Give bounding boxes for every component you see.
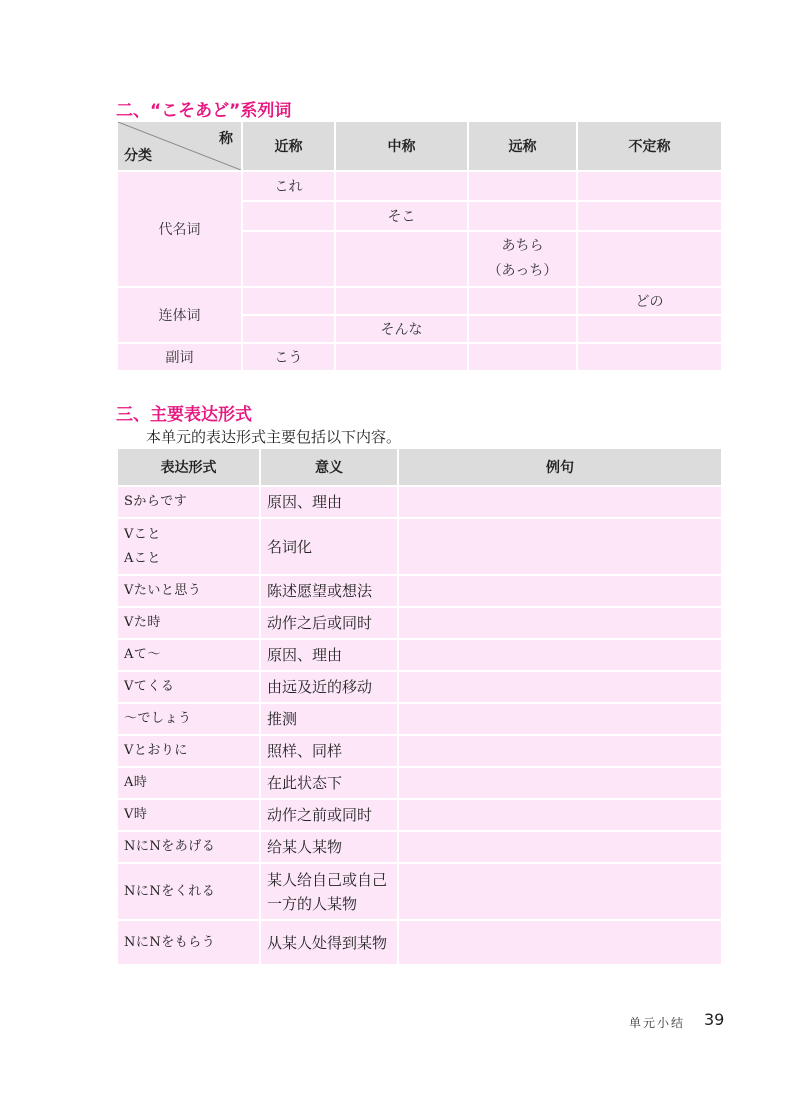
expression-form-cell: [117, 799, 260, 831]
table-cell: こう: [242, 343, 335, 371]
expression-meaning: 某人给自己或自己: [267, 870, 388, 889]
expression-meaning-cell: [260, 799, 398, 831]
expression-meaning: 推测: [267, 710, 298, 728]
expression-form: Vとおりに: [124, 743, 188, 758]
expression-meaning-cell: [260, 639, 398, 671]
corner-header-cell: [117, 121, 242, 171]
expression-form: Aこと: [124, 550, 161, 566]
column-header: 意义: [260, 448, 398, 486]
table-cell: [242, 315, 335, 343]
section-title-expressions: 三、主要表达形式: [116, 405, 252, 425]
corner-label-bottom: 分类: [124, 148, 152, 164]
table-cell: [468, 201, 577, 231]
table-cell: [468, 287, 577, 315]
expression-meaning: 名词化: [267, 537, 313, 556]
table-row: [117, 575, 722, 607]
expression-form: Vてくる: [124, 679, 175, 694]
table-cell: どの: [577, 287, 722, 315]
page-number: 39: [704, 1010, 725, 1029]
table-cell: [577, 201, 722, 231]
column-header: 中称: [335, 121, 468, 171]
expression-meaning: 在此状态下: [267, 774, 343, 792]
example-cell: [398, 703, 722, 735]
expression-form-cell: [117, 639, 260, 671]
expression-form: A時: [124, 775, 148, 790]
example-cell: [398, 671, 722, 703]
expression-form: Vた時: [124, 615, 161, 630]
table-row: [117, 486, 722, 518]
table-cell: [468, 315, 577, 343]
expression-meaning-cell: [260, 607, 398, 639]
table-row: [117, 831, 722, 863]
table-cell: そんな: [335, 315, 468, 343]
table-header-row: [117, 448, 722, 486]
table-row: [117, 863, 722, 920]
expression-meaning: 从某人处得到某物: [267, 933, 388, 952]
expression-form: V時: [124, 807, 148, 822]
table-row: [117, 518, 722, 575]
table-cell: [468, 343, 577, 371]
table-cell: そこ: [335, 201, 468, 231]
table-row: [117, 920, 722, 965]
table-row: [117, 639, 722, 671]
expression-form: Aて～: [124, 647, 161, 662]
column-header: 近称: [242, 121, 335, 171]
expression-meaning-cell: [260, 863, 398, 920]
section-title-kosoado: 二、“こそあど”系列词: [116, 101, 292, 121]
expression-meaning-cell: [260, 767, 398, 799]
table-row: [117, 607, 722, 639]
expression-meaning: 动作之前或同时: [267, 806, 373, 824]
table-cell: [577, 231, 722, 287]
example-cell: [398, 486, 722, 518]
table-cell: [468, 231, 577, 287]
table-cell: [577, 315, 722, 343]
expression-form-cell: [117, 863, 260, 920]
table-row: [117, 767, 722, 799]
expression-form-cell: [117, 486, 260, 518]
expression-meaning: 一方的人某物: [267, 894, 358, 913]
category-cell: 连体词: [117, 287, 242, 343]
expression-form: ～でしょう: [124, 711, 192, 726]
column-header: 远称: [468, 121, 577, 171]
expression-meaning: 陈述愿望或想法: [267, 582, 373, 600]
table-cell: [242, 287, 335, 315]
expression-form-cell: [117, 671, 260, 703]
expression-form-cell: [117, 920, 260, 965]
expression-form: Vこと: [124, 526, 161, 542]
expression-meaning: 原因、理由: [267, 646, 343, 664]
column-header: 不定称: [577, 121, 722, 171]
category-cell: 代名词: [117, 171, 242, 287]
expression-meaning-cell: [260, 831, 398, 863]
table-cell: [242, 231, 335, 287]
table-row: [117, 671, 722, 703]
table-row: [117, 287, 722, 315]
table-cell: [577, 171, 722, 201]
example-cell: [398, 767, 722, 799]
expression-meaning: 原因、理由: [267, 493, 343, 511]
footer-label: 单元小结: [629, 1016, 686, 1030]
expression-form-cell: [117, 735, 260, 767]
table-row: [117, 799, 722, 831]
expression-form-cell: [117, 831, 260, 863]
expressions-body: [117, 486, 722, 965]
expression-form: NにNをもらう: [124, 934, 216, 950]
expression-meaning-cell: [260, 518, 398, 575]
table-cell: これ: [242, 171, 335, 201]
column-header: 表达形式: [117, 448, 260, 486]
table-cell: [335, 171, 468, 201]
expression-form: Vたいと思う: [124, 583, 202, 598]
example-cell: [398, 639, 722, 671]
table-row: [117, 171, 722, 201]
example-cell: [398, 518, 722, 575]
category-cell: 副词: [117, 343, 242, 371]
cell-line: あちら: [501, 238, 544, 254]
table-row: [117, 343, 722, 371]
expression-meaning: 照样、同样: [267, 742, 343, 760]
expression-form-cell: [117, 607, 260, 639]
table-cell: [468, 171, 577, 201]
example-cell: [398, 831, 722, 863]
table-row: [117, 703, 722, 735]
cell-line: （あっち）: [487, 263, 558, 279]
expression-form-cell: [117, 575, 260, 607]
expression-form: NにNをくれる: [124, 883, 216, 899]
expression-meaning-cell: [260, 575, 398, 607]
expression-form-cell: [117, 703, 260, 735]
corner-label-top: 称: [219, 131, 233, 147]
table-row: [117, 735, 722, 767]
expression-meaning-cell: [260, 671, 398, 703]
table-cell: [242, 201, 335, 231]
table-cell: [335, 231, 468, 287]
expression-meaning: 动作之后或同时: [267, 614, 373, 632]
table-cell: [577, 343, 722, 371]
expression-form-cell: [117, 518, 260, 575]
expression-meaning: 给某人某物: [267, 838, 343, 856]
expression-meaning-cell: [260, 920, 398, 965]
example-cell: [398, 799, 722, 831]
table-cell: [335, 343, 468, 371]
kosoado-table: [116, 120, 723, 372]
expression-meaning-cell: [260, 703, 398, 735]
example-cell: [398, 920, 722, 965]
expression-meaning-cell: [260, 486, 398, 518]
expressions-table: [116, 447, 723, 966]
example-cell: [398, 863, 722, 920]
expression-form: Sからです: [124, 494, 188, 509]
table-header-row: [117, 121, 722, 171]
expression-meaning-cell: [260, 735, 398, 767]
expression-form-cell: [117, 767, 260, 799]
table-cell: [335, 287, 468, 315]
section-intro: 本单元的表达形式主要包括以下内容。: [146, 428, 402, 446]
expression-meaning: 由远及近的移动: [267, 678, 373, 696]
example-cell: [398, 607, 722, 639]
expression-form: NにNをあげる: [124, 839, 216, 854]
example-cell: [398, 575, 722, 607]
column-header: 例句: [398, 448, 722, 486]
example-cell: [398, 735, 722, 767]
